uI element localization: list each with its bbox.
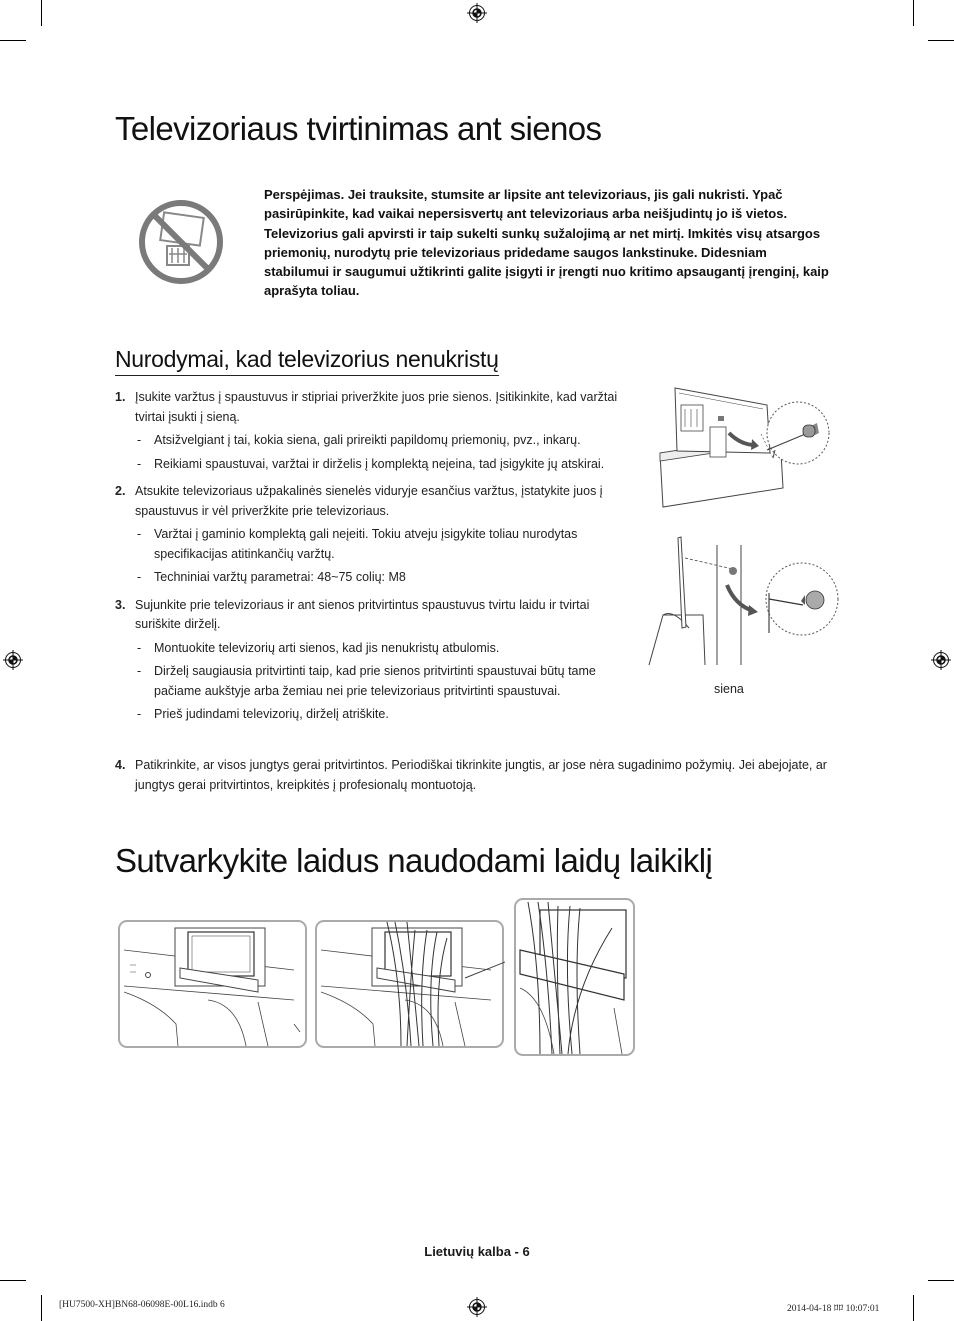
sub-item: [115, 525, 625, 564]
sub-item-text: Montuokite televizorių arti sienos, kad jis nenukristų atbulomis.: [154, 640, 500, 655]
step-text: Atsukite televizoriaus užpakalinės sienelės viduryje esančius varžtus, įstatykite juos į spaustuvus ir vėl priveržkite prie televizoriaus.: [135, 484, 603, 518]
tv-wall-side-illustration: [645, 533, 845, 673]
cable-holder-detail-illustration: [514, 898, 636, 1056]
crosshair-registration-icon: [931, 650, 951, 670]
dash: -: [137, 664, 142, 678]
crosshair-registration-icon: [467, 3, 487, 23]
step-number: 4.: [115, 758, 126, 772]
no-tv-tipping-icon: [138, 199, 224, 285]
crop-mark: [913, 1295, 914, 1321]
date-slug: 2014-04-18 ﾛﾛ 10:07:01: [787, 1304, 880, 1314]
crop-mark: [41, 0, 42, 26]
sub-item-text: Reikiami spaustuvai, varžtai ir dirželis į komplektą neįeina, tad įsigykite jų atskirai.: [154, 456, 605, 471]
step-text: Sujunkite prie televizoriaus ir ant sienos pritvirtintus spaustuvus tvirtu laidu ir tvirtai suriškite dirželį.: [135, 597, 590, 631]
sub-item: [115, 568, 625, 588]
crop-mark: [41, 1295, 42, 1321]
list-item: [115, 482, 625, 588]
wall-label: siena: [714, 682, 744, 696]
sub-item: [115, 705, 625, 725]
step-number: 1.: [115, 390, 126, 404]
cable-holder-step-2-illustration: [315, 920, 505, 1050]
dash: -: [137, 570, 142, 584]
steps-list: [115, 388, 625, 733]
file-slug: [HU7500-XH]BN68-06098E-00L16.indb 6: [59, 1300, 225, 1310]
list-item: [115, 388, 625, 474]
crop-mark: [913, 0, 914, 26]
crop-mark: [0, 1280, 26, 1281]
page-number: Lietuvių kalba - 6: [424, 1244, 530, 1259]
sub-item-text: Prieš judindami televizorių, dirželį atriškite.: [154, 707, 389, 721]
dash: -: [137, 433, 142, 447]
page-title: Televizoriaus tvirtinimas ant sienos: [115, 110, 602, 147]
dash: -: [137, 707, 142, 721]
section-title: Sutvarkykite laidus naudodami laidų laikiklį: [115, 842, 713, 879]
sub-item: [115, 639, 625, 659]
list-item: [115, 756, 831, 795]
cable-holder-step-1-illustration: [118, 920, 308, 1050]
sub-item: [115, 662, 625, 701]
list-item: [115, 596, 625, 725]
dash: -: [137, 527, 142, 541]
step-number: 3.: [115, 597, 126, 612]
step-text: Įsukite varžtus į spaustuvus ir stipriai priveržkite juos prie sienos. Įsitikinkite, kad varžtai tvirtai įsukti į sieną.: [135, 390, 618, 424]
sub-item-text: Varžtai į gaminio komplektą gali neįeiti. Tokiu atveju įsigykite toliau nurodytas specifikacijas atitinkančių varžtų.: [154, 527, 578, 561]
sub-item-text: Dirželį saugiausia pritvirtinti taip, kad prie sienos pritvirtinti spaustuvai būtų tame pačiame aukštyje arba žemiau nei prie televizoriaus pritvirtinti spaustuvai.: [154, 664, 596, 698]
sub-item: [115, 431, 625, 451]
dash: -: [137, 456, 142, 471]
warning-text: Perspėjimas. Jei trauksite, stumsite ar lipsite ant televizoriaus, jis gali nukristi. Ypač pasirūpinkite, kad vaikai nepersisvertų ant televizoriaus arba neišjudintų jo iš vietos. Televizorius gali apvirsti ir taip sukelti sunkų sužalojimą ar net mirtį. Imkitės visų atsargos priemonių, nurodytų prie televizoriaus pridedame saugos lankstinuke. Didesniam stabilumui ir saugumui užtikrinti galite įsigyti ir įrengti nuo kritimo apsaugantį įrenginį, kaip aprašyta toliau.: [264, 187, 829, 299]
dash: -: [137, 640, 142, 655]
sub-item: [115, 455, 625, 475]
step-number: 2.: [115, 484, 126, 498]
step-text: Patikrinkite, ar visos jungtys gerai pritvirtintos. Periodiškai tikrinkite jungtis, ar jose nėra sugadinimo požymių. Jei abejojate, ar jungtys gerai pritvirtintos, kreipkitės į profesionalų montuotoją.: [135, 758, 827, 792]
crosshair-registration-icon: [467, 1297, 487, 1317]
crosshair-registration-icon: [3, 650, 23, 670]
sub-item-text: Atsižvelgiant į tai, kokia siena, gali prireikti papildomų priemonių, pvz., inkarų.: [154, 433, 581, 447]
sub-item-text: Techniniai varžtų parametrai: 48~75 colių: M8: [154, 570, 406, 584]
step-4: [115, 756, 831, 795]
crop-mark: [928, 1280, 954, 1281]
crop-mark: [928, 40, 954, 41]
tv-back-bracket-illustration: [655, 383, 845, 523]
section-heading: Nurodymai, kad televizorius nenukristų: [115, 346, 499, 376]
crop-mark: [0, 40, 26, 41]
